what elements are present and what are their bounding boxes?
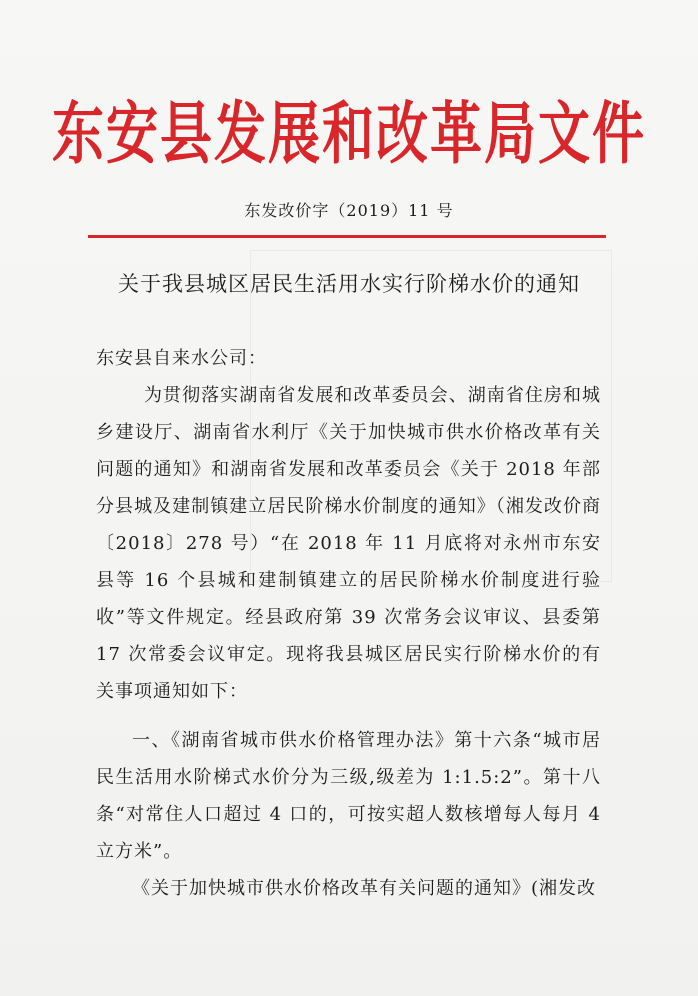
paragraph-continued: 《关于加快城市供水价格改革有关问题的通知》(湘发改 xyxy=(132,878,597,899)
addressee: 东安县自来水公司： xyxy=(96,348,267,369)
paragraph-section-one: 一、《湖南省城市供水价格管理办法》第十六条“城市居民生活用水阶梯式水价分为三级,级差为 1:1.5:2”。第十八条“对常住人口超过 4 口的，可按实超人数核增每人每月 4 立方米”。 xyxy=(96,730,601,862)
document-number: 东发改价字（2019）11 号 xyxy=(244,201,454,220)
red-divider-line xyxy=(88,235,606,238)
agency-title: 东安县发展和改革局文件 xyxy=(51,94,646,174)
paragraph-intro: 为贯彻落实湖南省发展和改革委员会、湖南省住房和城乡建设厅、湖南省水利厅《关于加快城市供水价格改革有关问题的通知》和湖南省发展和改革委员会《关于 2018 年部分县城及建制镇建立居民阶梯水价制度的通知》（湘发改价商〔2018〕278 号）“在 2018 年 11 月底将对永州市东安县等 16 个县城和建制镇建立的居民阶梯水价制度进行验收”等文件规定。经县政府第 39 次常务会议审议、县委第 17 次常委会议审定。现将我县城区居民实行阶梯水价的有关事项通知如下： xyxy=(96,385,601,702)
notice-title: 关于我县城区居民生活用水实行阶梯水价的通知 xyxy=(118,272,580,296)
